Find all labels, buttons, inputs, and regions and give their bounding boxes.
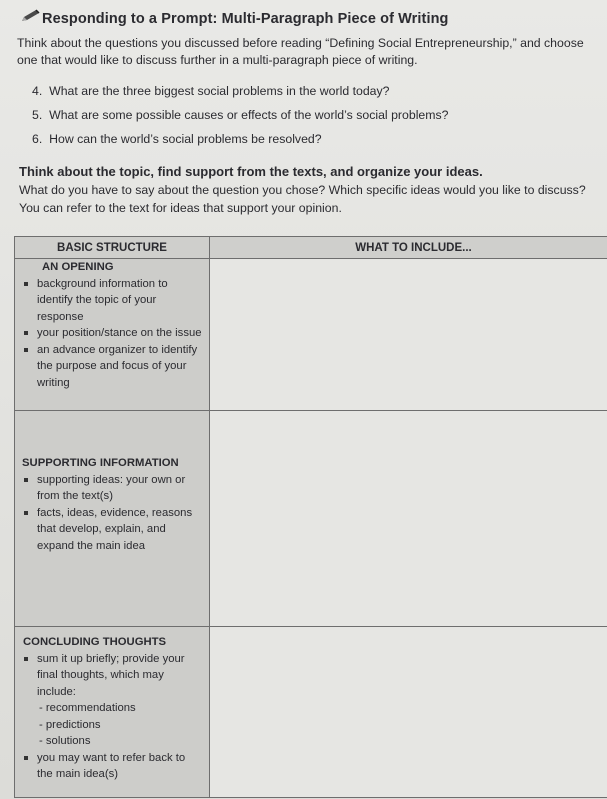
concluding-heading: CONCLUDING THOUGHTS <box>23 636 167 648</box>
think-heading: Think about the topic, find support from the texts, and organize your ideas. <box>19 164 483 179</box>
question-number: 6. <box>32 132 43 146</box>
table-row-opening <box>15 259 607 411</box>
list-item: sum it up briefly; provide your final thoughts, which may include: <box>15 651 201 701</box>
concluding-cell <box>15 627 210 798</box>
question-text: What are some possible causes or effects of the world’s social problems? <box>49 108 449 122</box>
question-text: What are the three biggest social problems in the world today? <box>49 84 390 98</box>
dash-item: - solutions <box>39 735 91 747</box>
structure-table <box>14 236 607 798</box>
question-number: 4. <box>32 84 43 98</box>
col-header-include: WHAT TO INCLUDE... <box>210 237 607 259</box>
intro-text: Think about the questions you discussed before reading “Defining Social Entrepreneurship,” and choose one that would like to discuss further in a multi-paragraph piece of writing. <box>17 36 584 67</box>
table-header-row <box>15 237 607 259</box>
supporting-cell <box>15 411 210 627</box>
question-list <box>32 84 449 156</box>
pencil-icon <box>20 9 42 23</box>
dash-item: - predictions <box>39 718 101 731</box>
list-item: you may want to refer back to the main idea(s) <box>15 750 201 783</box>
question-number: 5. <box>32 108 43 122</box>
list-item: supporting ideas: your own or from the text(s) <box>15 472 201 505</box>
opening-heading: AN OPENING <box>42 261 114 273</box>
dash-item: - recommendations <box>39 702 136 714</box>
question-item <box>32 132 449 156</box>
page-title: Responding to a Prompt: Multi-Paragraph Piece of Writing <box>42 11 449 27</box>
list-item: an advance organizer to identify the purpose and focus of your writing <box>15 342 203 392</box>
col-header-structure: BASIC STRUCTURE <box>15 237 210 259</box>
supporting-heading: SUPPORTING INFORMATION <box>22 457 179 469</box>
supporting-include-cell[interactable] <box>210 411 607 627</box>
list-item: background information to identify the topic of your response <box>15 276 203 326</box>
concluding-include-cell[interactable] <box>210 627 607 798</box>
think-body: What do you have to say about the question you chose? Which specific ideas would you like to discuss? You can refer to the text for ideas that support your opinion. <box>19 183 586 215</box>
question-text: How can the world’s social problems be resolved? <box>49 132 322 146</box>
list-item: your position/stance on the issue <box>15 325 203 342</box>
table-row-supporting <box>15 411 607 627</box>
question-item <box>32 108 449 132</box>
question-item <box>32 84 449 108</box>
opening-include-cell[interactable] <box>210 259 607 411</box>
list-item: facts, ideas, evidence, reasons that develop, explain, and expand the main idea <box>15 505 201 555</box>
opening-cell <box>15 259 210 411</box>
table-row-concluding <box>15 627 607 798</box>
